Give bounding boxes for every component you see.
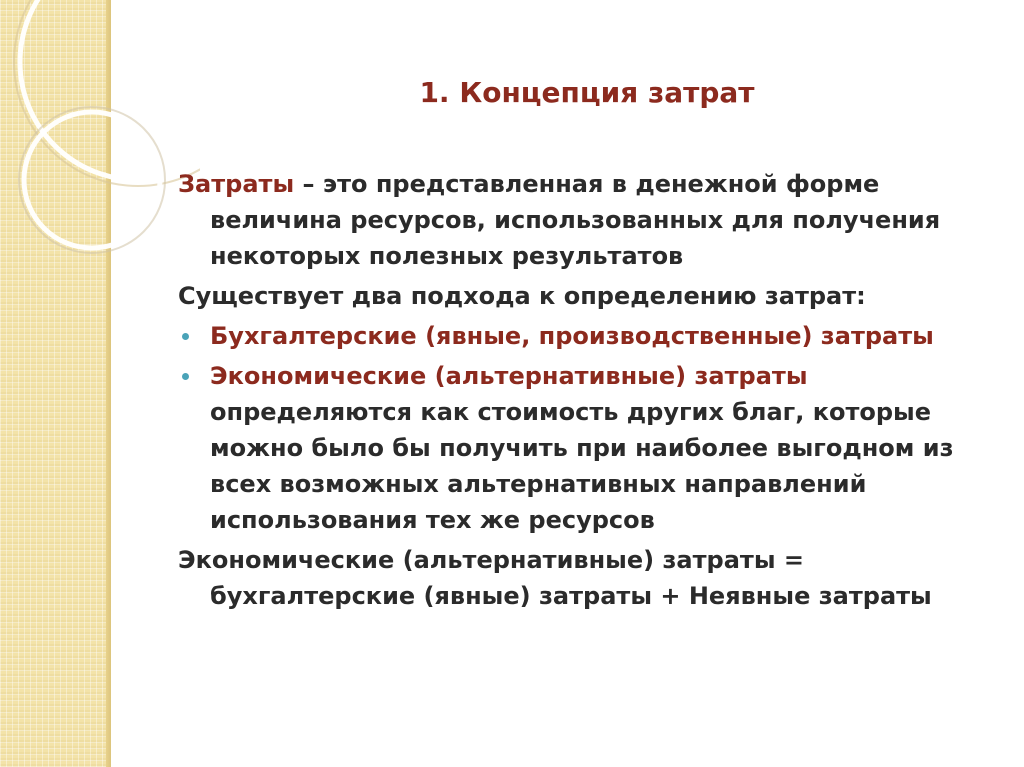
bullet-text: определяются как стоимость других благ, которые можно было бы получить при наиболее выгодном из всех возможных альтернативных направлений использования тех же ресурсов	[210, 398, 954, 534]
approaches-intro: Существует два подхода к определению затрат:	[178, 282, 866, 310]
bullet-dot-icon	[182, 333, 189, 340]
bullet-highlight: Бухгалтерские (явные, производственные) затраты	[210, 322, 934, 350]
definition-text: – это представленная в денежной форме величина ресурсов, использованных для получения некоторых полезных результатов	[210, 170, 941, 270]
slide-content	[178, 166, 998, 618]
bullet-dot-icon	[182, 373, 189, 380]
definition-term: Затраты	[178, 170, 295, 198]
definition-paragraph	[178, 166, 998, 274]
bullet-accounting-costs	[178, 318, 998, 354]
bullet-economic-costs	[178, 358, 998, 538]
formula-paragraph: Экономические (альтернативные) затраты = бухгалтерские (явные) затраты + Неявные затраты	[178, 546, 932, 610]
bullet-highlight: Экономические (альтернативные) затраты	[210, 362, 808, 390]
slide-title: 1. Концепция затрат	[419, 76, 755, 109]
decorative-rings	[0, 0, 200, 260]
